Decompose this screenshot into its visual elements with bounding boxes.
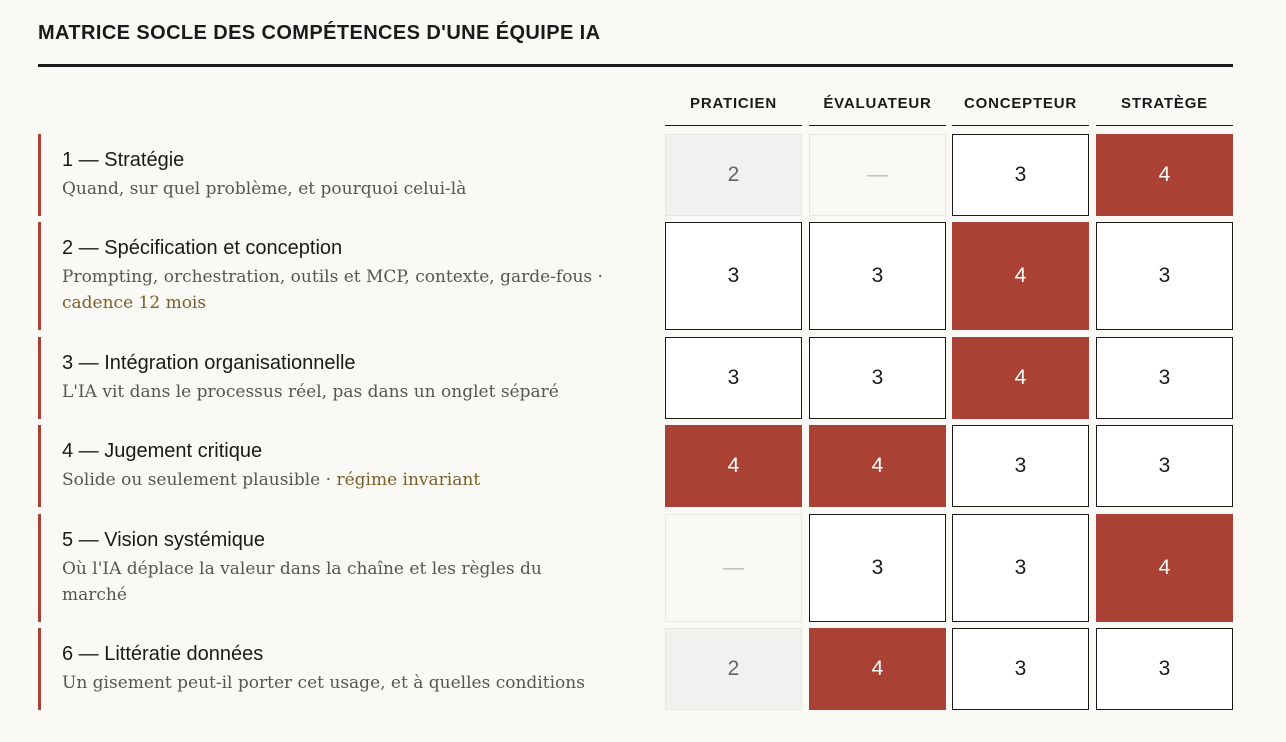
column-header-praticien: PRATICIEN	[665, 94, 802, 126]
column-header-evaluateur: ÉVALUATEUR	[809, 94, 946, 126]
level-cell: 4	[809, 425, 946, 507]
competence-title: 6 — Littératie données	[62, 643, 264, 665]
level-cell: 3	[952, 134, 1089, 216]
competence-row	[38, 337, 650, 419]
level-cell: 3	[809, 337, 946, 419]
competence-title: 3 — Intégration organisationnelle	[62, 352, 356, 374]
competence-row	[38, 425, 650, 507]
level-cell: 4	[665, 425, 802, 507]
competence-row	[38, 134, 650, 216]
level-cell: 3	[1096, 222, 1233, 330]
level-cell: 4	[952, 337, 1089, 419]
title-divider	[38, 64, 1233, 67]
competence-title: 1 — Stratégie	[62, 149, 185, 171]
level-cell: 3	[952, 425, 1089, 507]
level-cell: 2	[665, 628, 802, 710]
level-cell: 4	[1096, 134, 1233, 216]
level-cell: 3	[1096, 337, 1233, 419]
level-cell: —	[809, 134, 946, 216]
level-cell: 3	[809, 514, 946, 622]
competence-description: L'IA vit dans le processus réel, pas dans un onglet séparé	[62, 382, 559, 402]
level-cell: 3	[665, 337, 802, 419]
level-cell: 4	[1096, 514, 1233, 622]
competence-description: Prompting, orchestration, outils et MCP, contexte, garde-fous · cadence 12 mois	[62, 267, 603, 313]
level-cell: 3	[1096, 425, 1233, 507]
level-cell: 3	[809, 222, 946, 330]
competence-description: Quand, sur quel problème, et pourquoi celui-là	[62, 179, 467, 199]
competence-title: 4 — Jugement critique	[62, 440, 263, 462]
competence-title: 5 — Vision systémique	[62, 529, 266, 551]
competence-description: Où l'IA déplace la valeur dans la chaîne et les règles du marché	[62, 559, 542, 605]
column-header-concepteur: CONCEPTEUR	[952, 94, 1089, 126]
level-cell: 4	[952, 222, 1089, 330]
level-cell: —	[665, 514, 802, 622]
competence-row	[38, 222, 650, 330]
level-cell: 3	[1096, 628, 1233, 710]
level-cell: 3	[952, 514, 1089, 622]
competence-row	[38, 514, 650, 622]
competence-description: Un gisement peut-il porter cet usage, et à quelles conditions	[62, 673, 585, 693]
level-cell: 2	[665, 134, 802, 216]
competence-description: Solide ou seulement plausible · régime invariant	[62, 470, 481, 490]
competence-row	[38, 628, 650, 710]
column-header-stratege: STRATÈGE	[1096, 94, 1233, 126]
level-cell: 4	[809, 628, 946, 710]
level-cell: 3	[952, 628, 1089, 710]
competence-title: 2 — Spécification et conception	[62, 237, 343, 259]
page-title: MATRICE SOCLE DES COMPÉTENCES D'UNE ÉQUIPE IA	[38, 22, 601, 44]
level-cell: 3	[665, 222, 802, 330]
